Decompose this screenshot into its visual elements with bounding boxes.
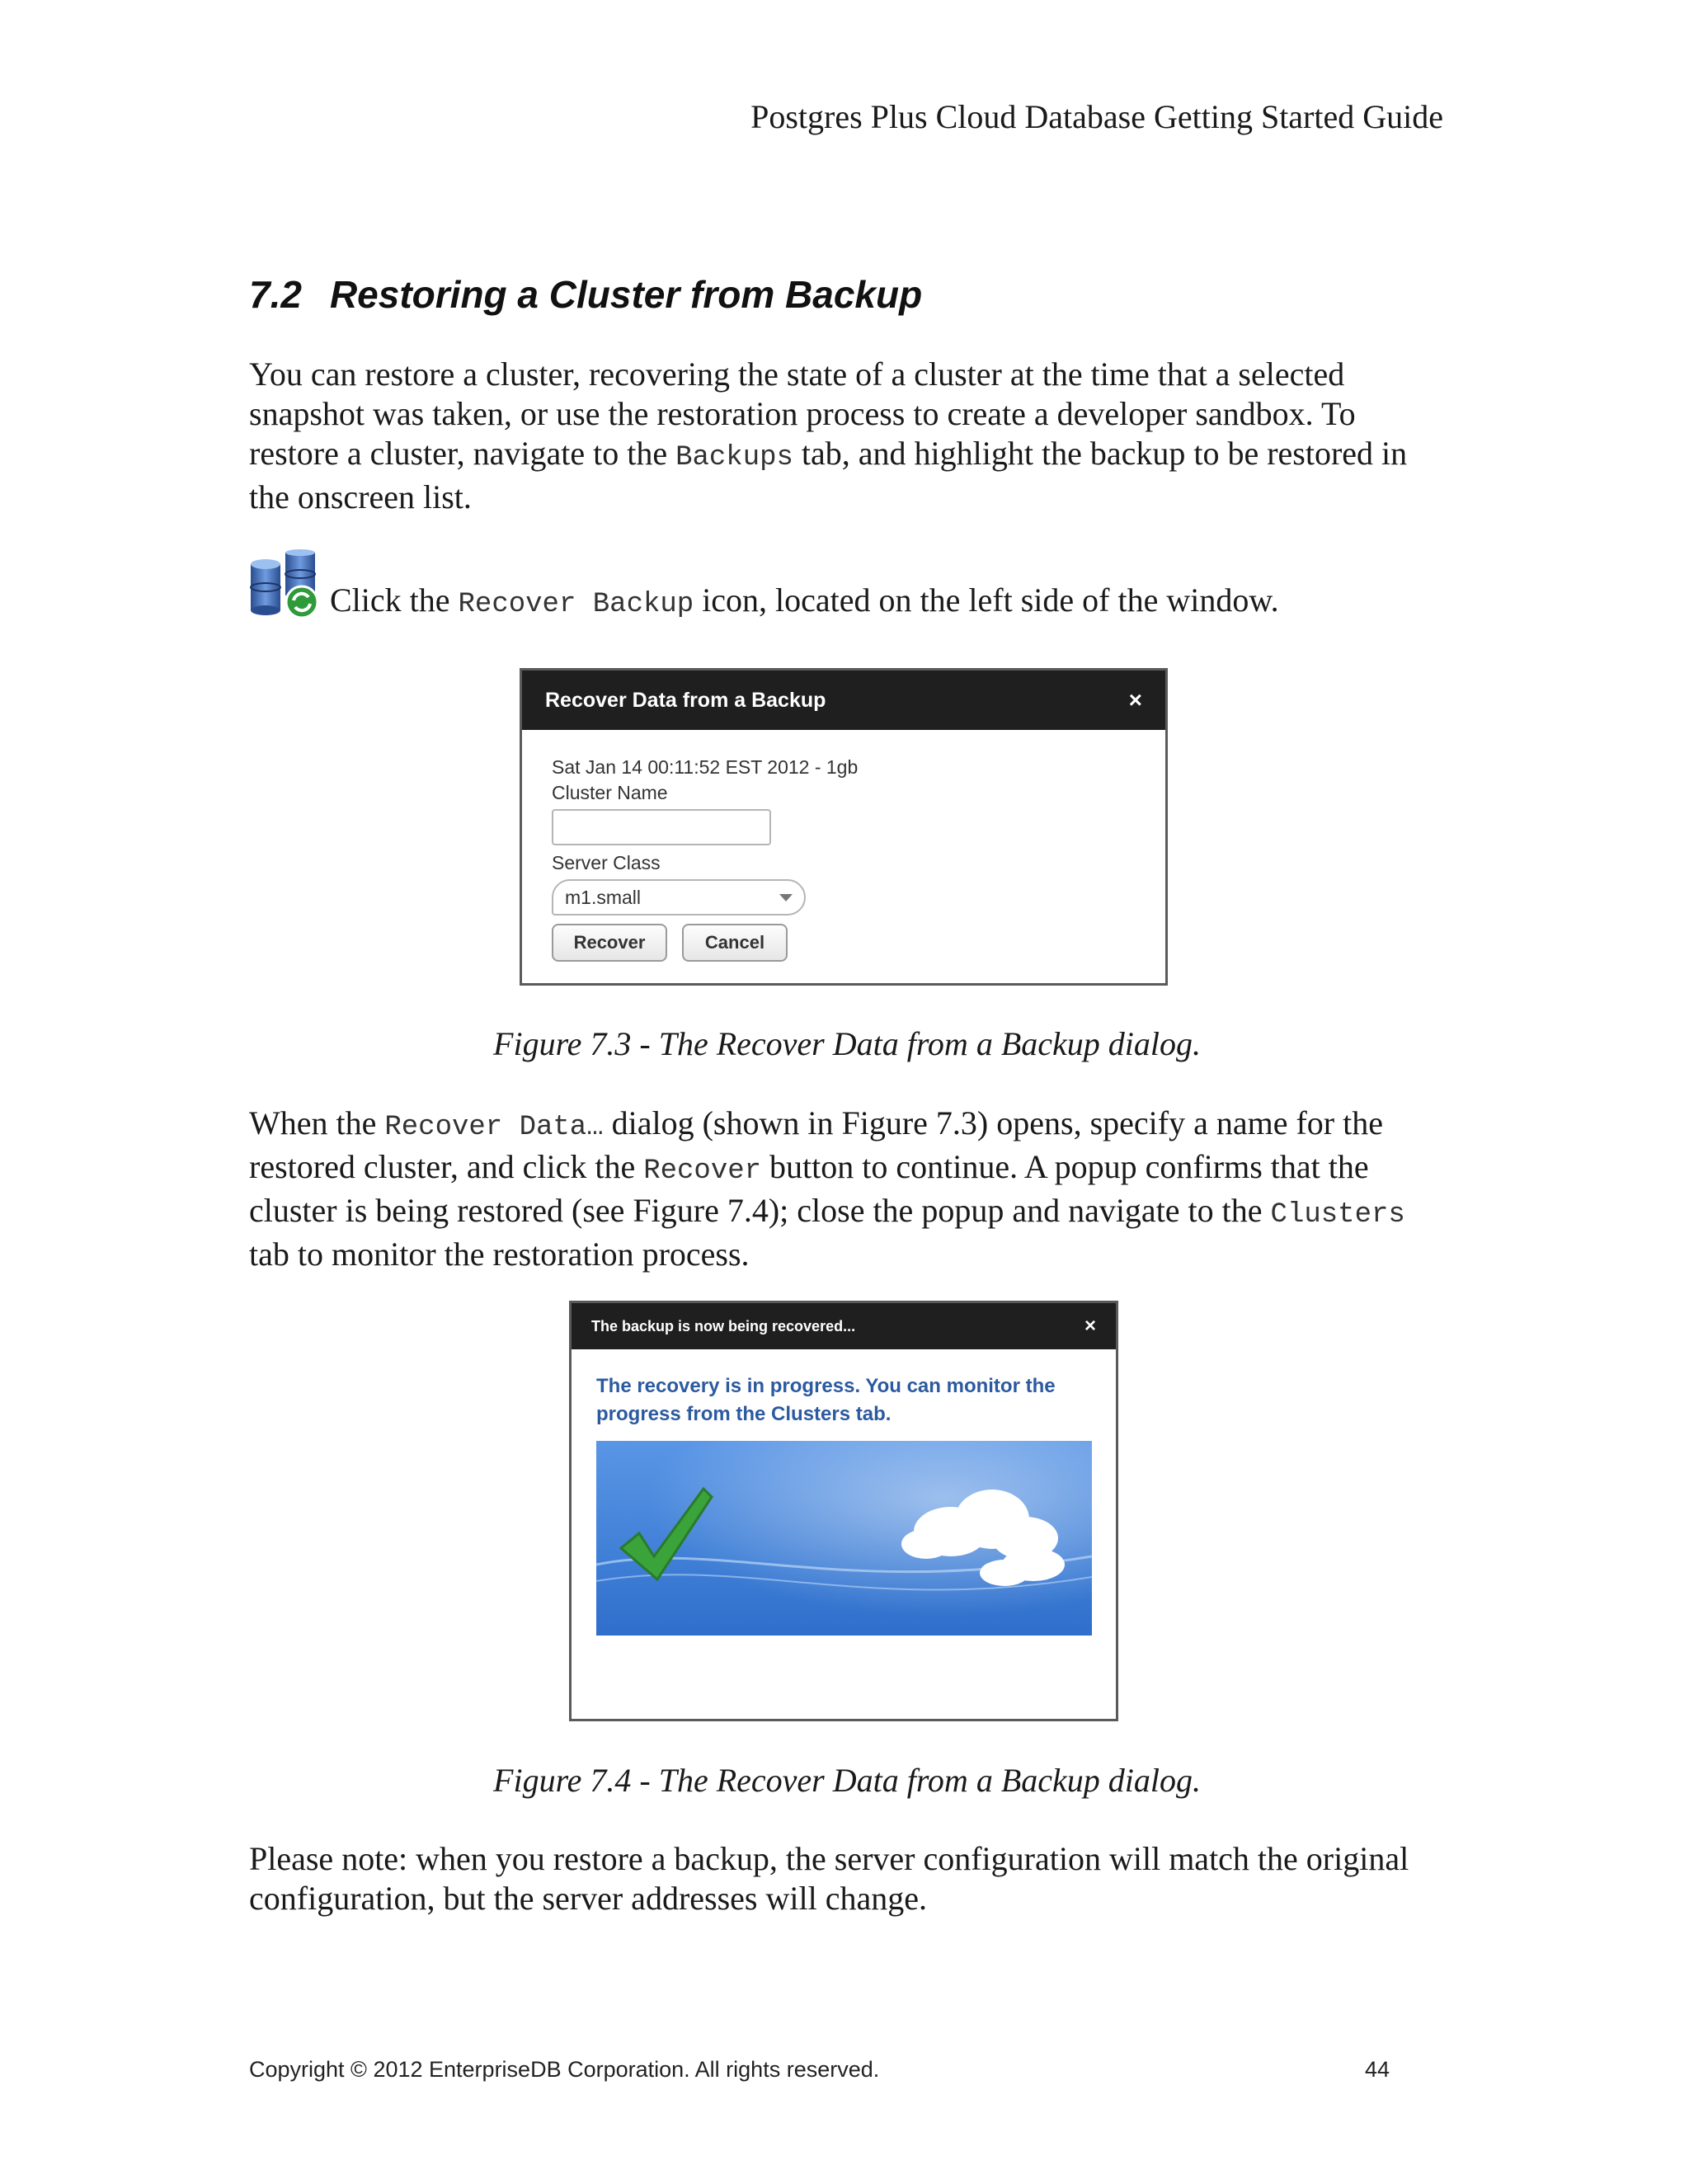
popup-titlebar xyxy=(572,1303,1116,1349)
server-class-value: m1.small xyxy=(565,886,642,908)
figure-caption-7-3: Figure 7.3 - The Recover Data from a Backup dialog. xyxy=(493,1025,1201,1062)
recovery-progress-popup xyxy=(569,1301,1118,1721)
footer-copyright: Copyright © 2012 EnterpriseDB Corporation. All rights reserved. xyxy=(249,2057,880,2082)
backup-info: Sat Jan 14 00:11:52 EST 2012 - 1gb xyxy=(552,756,859,778)
recover-button[interactable]: Recover xyxy=(552,924,667,962)
note-paragraph: Please note: when you restore a backup, the server configuration will match the original configuration, but the server addresses will change. xyxy=(249,1840,1409,1917)
server-class-label: Server Class xyxy=(552,852,661,873)
cluster-name-input[interactable] xyxy=(552,809,771,845)
recover-backup-code: Recover Backup xyxy=(458,589,694,620)
running-header: Postgres Plus Cloud Database Getting Started Guide xyxy=(750,98,1443,135)
section-heading xyxy=(249,272,922,317)
cancel-button[interactable]: Cancel xyxy=(682,924,788,962)
recover-step: Click the Recover Backup icon, located on the left side of the window. xyxy=(249,549,1279,620)
backups-tab-code: Backups xyxy=(675,442,793,473)
close-icon[interactable]: × xyxy=(1084,1315,1096,1337)
server-class-select[interactable] xyxy=(552,879,806,915)
success-banner-image xyxy=(596,1441,1092,1636)
figure-caption-7-4: Figure 7.4 - The Recover Data from a Backup dialog. xyxy=(493,1762,1201,1799)
dialog-title: Recover Data from a Backup xyxy=(545,688,826,712)
recover-button-code: Recover xyxy=(643,1156,762,1187)
recover-instructions-paragraph: When the Recover Data… dialog (shown in Figure 7.3) opens, specify a name for the restored cluster, and click the Recover button to continue. A popup confirms that the cluster is being restored (see Figure 7.4); close the popup and navigate to the Clusters tab to monitor the restoration process. xyxy=(249,1104,1405,1273)
cluster-name-label: Cluster Name xyxy=(552,782,668,803)
clusters-tab-code: Clusters xyxy=(1270,1199,1405,1231)
recover-data-dialog xyxy=(520,668,1168,986)
intro-paragraph: You can restore a cluster, recovering the state of a cluster at the time that a selected snapshot was taken, or use the restoration process to create a developer sandbox. To restore a cluster, navigate to the Backups tab, and highlight the backup to be restored in the onscreen list. xyxy=(249,355,1408,515)
popup-title: The backup is now being recovered... xyxy=(591,1317,856,1334)
recover-data-code: Recover Data… xyxy=(384,1112,604,1143)
footer-page-number: 44 xyxy=(1365,2057,1390,2082)
close-icon[interactable]: × xyxy=(1128,687,1142,713)
recovery-message: The recovery is in progress. You can monitor the progress from the Clusters tab. xyxy=(596,1375,1056,1425)
section-number: 7.2 xyxy=(249,273,302,316)
dialog-titlebar xyxy=(522,671,1165,730)
section-title: Restoring a Cluster from Backup xyxy=(329,273,923,316)
recover-backup-icon xyxy=(249,549,320,620)
chevron-down-icon xyxy=(779,894,793,901)
